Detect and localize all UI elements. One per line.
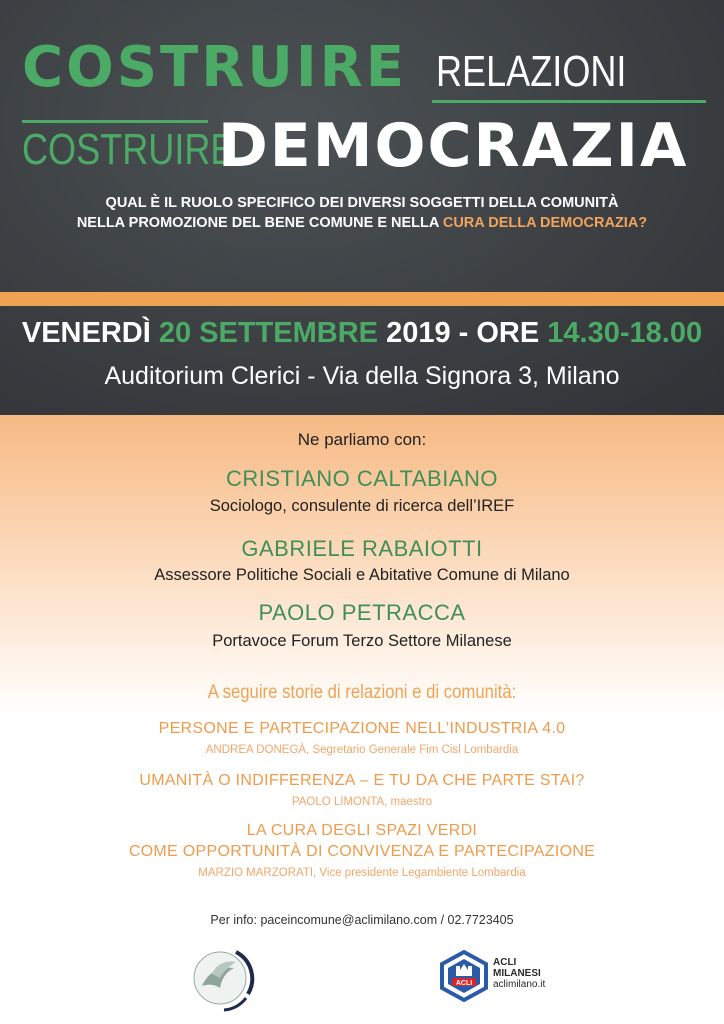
question-line-2 bbox=[0, 213, 724, 233]
title-costruire-2: COSTRUIRE bbox=[22, 125, 235, 174]
story-speaker: PAOLO LIMONTA, maestro bbox=[291, 796, 433, 808]
speaker-role: Assessore Politiche Sociali e Abitative Comune di Milano bbox=[154, 566, 570, 584]
event-date-value: 20 SETTEMBRE bbox=[158, 317, 379, 349]
story-speaker: ANDREA DONEGÀ, Segretario Generale Fim Cisl Lombardia bbox=[205, 744, 519, 756]
pace-in-comune-logo bbox=[190, 944, 256, 1016]
title-underline-left bbox=[22, 120, 208, 123]
peach-gradient-background bbox=[0, 415, 724, 715]
question-line-2-highlight: CURA DELLA DEMOCRAZIA? bbox=[442, 215, 648, 231]
title-costruire-1: COSTRUIRE bbox=[22, 35, 408, 100]
story-title: UMANITÀ O INDIFFERENZA – E TU DA CHE PARTE STAI? bbox=[139, 772, 585, 789]
orange-band bbox=[0, 292, 724, 306]
contact-info: Per info: paceincomune@aclimilano.com / 02.7723405 bbox=[210, 913, 514, 927]
speaker-name: GABRIELE RABAIOTTI bbox=[241, 536, 483, 561]
speakers-intro: Ne parliamo con: bbox=[297, 430, 427, 449]
acli-name: ACLI bbox=[493, 957, 517, 968]
story-title-line-2: COME OPPORTUNITÀ DI CONVIVENZA E PARTECIPAZIONE bbox=[128, 843, 596, 860]
story-speaker: MARZIO MARZORATI, Vice presidente Legambiente Lombardia bbox=[198, 867, 526, 879]
title-democrazia: DEMOCRAZIA bbox=[218, 111, 689, 181]
acli-logo-icon bbox=[438, 950, 490, 1002]
title-underline-right bbox=[432, 100, 706, 103]
event-date bbox=[0, 316, 724, 350]
story-title: PERSONE E PARTECIPAZIONE NELL’INDUSTRIA 4.0 bbox=[158, 720, 566, 737]
event-time: 14.30-18.00 bbox=[547, 317, 703, 349]
speaker-name: PAOLO PETRACCA bbox=[258, 600, 466, 625]
acli-city: MILANESI bbox=[493, 968, 541, 979]
event-day: VENERDÌ bbox=[21, 317, 151, 349]
acli-logo-text bbox=[493, 957, 545, 990]
acli-website: aclimilano.it bbox=[493, 979, 546, 990]
question-line-2-text: NELLA PROMOZIONE DEL BENE COMUNE E NELLA bbox=[76, 215, 443, 231]
speaker-name: CRISTIANO CALTABIANO bbox=[225, 466, 498, 491]
title-relazioni: RELAZIONI bbox=[436, 47, 627, 96]
speaker-role: Portavoce Forum Terzo Settore Milanese bbox=[212, 632, 512, 650]
story-title-line-1: LA CURA DEGLI SPAZI VERDI bbox=[246, 822, 478, 839]
question-line-1: QUAL È IL RUOLO SPECIFICO DEI DIVERSI SOGGETTI DELLA COMUNITÀ bbox=[105, 195, 619, 211]
acli-badge-text: ACLI bbox=[455, 980, 473, 987]
stories-intro: A seguire storie di relazioni e di comunità: bbox=[207, 682, 517, 703]
event-venue: Auditorium Clerici - Via della Signora 3, Milano bbox=[104, 362, 620, 390]
speaker-role: Sociologo, consulente di ricerca dell’IREF bbox=[209, 497, 515, 515]
event-year-time-label: 2019 - ORE bbox=[386, 317, 540, 349]
